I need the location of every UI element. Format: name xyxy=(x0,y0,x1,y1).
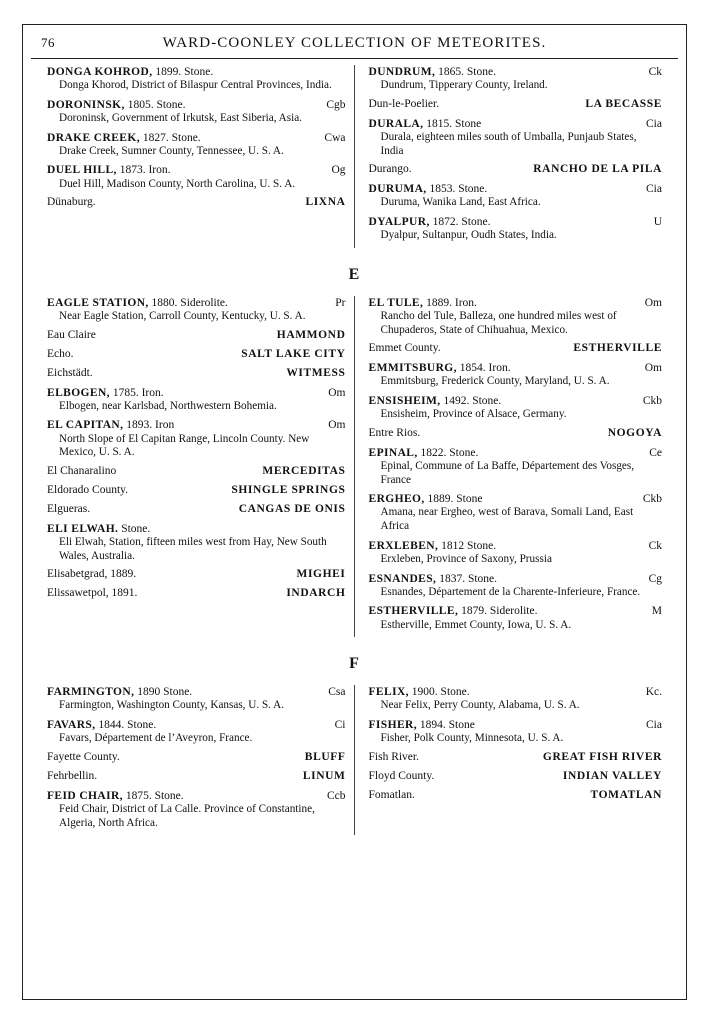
cross-reference-target: INDARCH xyxy=(286,587,346,600)
catalog-entry xyxy=(47,98,346,126)
catalog-entry xyxy=(47,789,346,830)
cross-reference-target: MERCEDITAS xyxy=(262,464,346,477)
entry-head xyxy=(47,386,346,400)
cross-reference-label: Entre Rios. xyxy=(368,426,421,439)
cross-reference-label: El Chanaralino xyxy=(47,464,117,477)
entry-locality: Near Felix, Perry County, Alabama, U. S. A. xyxy=(380,699,580,712)
catalog-entry xyxy=(47,386,346,414)
entry-year-type: 1872. Stone. xyxy=(429,216,491,229)
entry-year-type: 1890 Stone. xyxy=(134,686,193,699)
entry-name: FELIX, xyxy=(368,686,409,699)
entry-name: DURUMA, xyxy=(368,183,427,196)
entry-locality: Erxleben, Province of Saxony, Prussia xyxy=(380,552,552,565)
entry-name: DYALPUR, xyxy=(368,216,430,229)
entry-locality: Donga Khorod, District of Bilaspur Central Provinces, India. xyxy=(59,79,332,92)
entry-class-code: Ckb xyxy=(642,395,662,408)
entry-locality: Drake Creek, Sumner County, Tennessee, U. S. A. xyxy=(59,144,284,157)
entry-name: DONGA KOHROD, xyxy=(47,66,153,78)
cross-reference-target: BLUFF xyxy=(304,750,346,763)
entry-class-code: M xyxy=(651,605,662,618)
catalog-entry xyxy=(47,685,346,713)
entry-locality: Near Eagle Station, Carroll County, Kentucky, U. S. A. xyxy=(59,309,306,322)
entry-head xyxy=(47,163,346,177)
entry-year-type: 1889. Iron. xyxy=(423,296,477,309)
cross-reference-target: ESTHERVILLE xyxy=(573,342,662,355)
entry-year-type: 1875. Stone. xyxy=(122,789,184,802)
entry-locality: Emmitsburg, Frederick County, Maryland, U. S. A. xyxy=(380,375,610,388)
entry-head xyxy=(47,98,346,112)
cross-reference xyxy=(369,163,663,175)
cross-reference xyxy=(47,770,346,782)
cross-reference-label: Elissawetpol, 1891. xyxy=(47,587,138,600)
cross-reference-label: Fish River. xyxy=(368,750,419,763)
catalog-entry xyxy=(369,492,663,533)
left-column xyxy=(39,685,355,835)
entry-head xyxy=(47,789,346,803)
section-letter: E xyxy=(348,265,361,283)
entry-class-code: Kc. xyxy=(645,686,662,699)
entry-name: ESTHERVILLE, xyxy=(368,605,459,618)
entry-name: EL TULE, xyxy=(368,296,424,309)
entry-locality: Estherville, Emmet County, Iowa, U. S. A. xyxy=(380,618,572,631)
entry-name: DUEL HILL, xyxy=(47,164,117,177)
entry-locality: Duel Hill, Madison County, North Carolina, U. S. A. xyxy=(59,177,296,190)
cross-reference-target: NOGOYA xyxy=(607,426,662,439)
section-letter: F xyxy=(349,655,360,673)
entry-name: EMMITSBURG, xyxy=(368,362,457,375)
cross-reference-target: LIXNA xyxy=(305,196,346,209)
entry-head xyxy=(369,572,663,586)
section-spacer xyxy=(31,248,678,256)
entry-class-code: Ckb xyxy=(642,493,662,506)
left-column xyxy=(39,296,355,637)
cross-reference xyxy=(369,789,663,801)
entry-locality: Doroninsk, Government of Irkutsk, East Siberia, Asia. xyxy=(59,111,302,124)
cross-reference-label: Fomatlan. xyxy=(368,788,415,801)
entry-class-code: Cia xyxy=(646,718,662,731)
cross-reference-label: Durango. xyxy=(368,163,412,176)
entry-class-code: Cg xyxy=(648,572,662,585)
entry-year-type: Stone. xyxy=(118,522,151,535)
entry-name: EPINAL, xyxy=(368,446,418,459)
cross-reference-label: Eichstädt. xyxy=(47,366,93,379)
catalog-entry xyxy=(369,572,663,600)
entry-head xyxy=(369,215,663,229)
entry-class-code: Cwa xyxy=(324,131,346,144)
entry-head xyxy=(369,539,663,553)
cross-reference xyxy=(47,367,346,379)
cross-reference xyxy=(47,503,346,515)
entry-class-code: Ce xyxy=(649,446,662,459)
catalog-entry xyxy=(47,65,346,93)
entry-head xyxy=(369,296,663,310)
cross-reference-target: CANGAS DE ONIS xyxy=(238,502,346,515)
cross-reference-target: MIGHEI xyxy=(296,568,346,581)
cross-reference xyxy=(369,770,663,782)
entry-head xyxy=(47,418,346,432)
entry-locality: Favars, Département de l’Aveyron, France. xyxy=(59,732,253,745)
entry-class-code: Cia xyxy=(646,183,662,196)
entry-head xyxy=(47,522,346,536)
page-inner xyxy=(31,31,678,993)
entry-head xyxy=(47,131,346,145)
cross-reference-label: Dun-le-Poelier. xyxy=(368,97,440,110)
right-column xyxy=(355,296,671,637)
cross-reference xyxy=(369,751,663,763)
entry-name: ELBOGEN, xyxy=(47,386,110,399)
entry-head xyxy=(369,685,663,699)
catalog-entry xyxy=(47,296,346,324)
entry-name: FEID CHAIR, xyxy=(47,789,123,802)
page-frame xyxy=(22,24,687,1000)
entry-head xyxy=(369,361,663,375)
cross-reference-target: SALT LAKE CITY xyxy=(241,347,346,360)
catalog-entry xyxy=(369,685,663,713)
catalog-entry xyxy=(369,65,663,93)
entry-name: FISHER, xyxy=(368,718,417,731)
two-column-layout xyxy=(31,290,678,637)
cross-reference-target: GREAT FISH RIVER xyxy=(542,750,662,763)
cross-reference-label: Fayette County. xyxy=(47,750,120,763)
cross-reference-label: Echo. xyxy=(47,347,74,360)
entry-head xyxy=(369,65,663,79)
cross-reference xyxy=(47,196,346,208)
entry-year-type: 1873. Iron. xyxy=(116,164,171,177)
catalog-entry xyxy=(369,446,663,487)
entry-head xyxy=(369,604,663,618)
entry-head xyxy=(369,182,663,196)
entry-head xyxy=(47,685,346,699)
entry-locality: Amana, near Ergheo, west of Barava, Somali Land, East Africa xyxy=(380,506,634,533)
entry-class-code: Om xyxy=(328,386,346,399)
cross-reference-target: LINUM xyxy=(302,769,346,782)
entry-class-code: Om xyxy=(644,362,662,375)
entry-head xyxy=(369,394,663,408)
entry-locality: Dundrum, Tipperary County, Ireland. xyxy=(380,79,548,92)
entry-name: ENSISHEIM, xyxy=(368,395,441,408)
cross-reference-label: Elisabetgrad, 1889. xyxy=(47,568,137,581)
catalog-entry xyxy=(369,394,663,422)
catalog-body xyxy=(31,59,678,835)
cross-reference-label: Emmet County. xyxy=(368,342,441,355)
entry-year-type: 1880. Siderolite. xyxy=(148,296,228,309)
entry-year-type: 1844. Stone. xyxy=(95,718,157,731)
two-column-layout xyxy=(31,59,678,248)
cross-reference-target: WITMESS xyxy=(286,366,346,379)
entry-class-code: Om xyxy=(644,296,662,309)
entry-locality: Farmington, Washington County, Kansas, U. S. A. xyxy=(59,699,285,712)
catalog-entry xyxy=(47,418,346,459)
entry-locality: Eli Elwah, Station, fifteen miles west from Hay, New South Wales, Australia. xyxy=(59,536,327,562)
catalog-entry xyxy=(369,539,663,567)
catalog-entry xyxy=(369,604,663,632)
entry-class-code: Ci xyxy=(334,718,346,731)
entry-head xyxy=(47,296,346,310)
right-column xyxy=(355,685,671,835)
cross-reference-label: Eldorado County. xyxy=(47,483,129,496)
entry-year-type: 1822. Stone. xyxy=(417,446,479,459)
entry-year-type: 1900. Stone. xyxy=(408,686,470,699)
entry-name: ERGHEO, xyxy=(368,493,425,506)
entry-class-code: Csa xyxy=(328,686,346,699)
cross-reference-label: Fehrbellin. xyxy=(47,769,98,782)
entry-class-code: Pr xyxy=(335,296,346,309)
folio-number: 76 xyxy=(41,35,55,50)
cross-reference-target: LA BECASSE xyxy=(585,97,662,110)
cross-reference xyxy=(47,484,346,496)
catalog-entry xyxy=(369,718,663,746)
cross-reference-target: TOMATLAN xyxy=(590,788,662,801)
entry-year-type: 1827. Stone. xyxy=(139,131,201,144)
entry-year-type: 1899. Stone. xyxy=(152,66,214,78)
entry-head xyxy=(369,117,663,131)
cross-reference xyxy=(369,98,663,110)
cross-reference xyxy=(369,342,663,354)
cross-reference xyxy=(47,348,346,360)
entry-name: FAVARS, xyxy=(47,718,96,731)
cross-reference-label: Eau Claire xyxy=(47,328,96,341)
entry-name: DUNDRUM, xyxy=(368,66,436,78)
catalog-entry xyxy=(47,718,346,746)
entry-locality: Esnandes, Département de la Charente-Inferieure, France. xyxy=(380,585,641,598)
entry-locality: Fisher, Polk County, Minnesota, U. S. A. xyxy=(380,732,564,745)
running-title: WARD-COONLEY COLLECTION OF METEORITES. xyxy=(162,35,547,51)
entry-class-code: Om xyxy=(328,419,346,432)
entry-head xyxy=(47,718,346,732)
entry-name: ERXLEBEN, xyxy=(368,539,439,552)
catalog-entry xyxy=(369,361,663,389)
entry-year-type: 1893. Iron xyxy=(123,419,175,432)
entry-locality: Epinal, Commune of La Baffe, Département des Vosges, France xyxy=(380,460,635,486)
catalog-entry xyxy=(369,182,663,210)
entry-name: DURALA, xyxy=(368,117,424,130)
entry-year-type: 1879. Siderolite. xyxy=(458,605,538,618)
cross-reference xyxy=(47,465,346,477)
cross-reference xyxy=(47,751,346,763)
entry-year-type: 1889. Stone xyxy=(424,493,483,506)
entry-year-type: 1815. Stone xyxy=(423,117,482,130)
entry-year-type: 1853. Stone. xyxy=(426,183,488,196)
entry-name: ELI ELWAH. xyxy=(47,522,119,535)
entry-year-type: 1854. Iron. xyxy=(456,362,511,375)
entry-class-code: Cgb xyxy=(326,98,346,111)
entry-head xyxy=(369,492,663,506)
cross-reference xyxy=(47,587,346,599)
entry-head xyxy=(47,65,346,79)
entry-locality: Rancho del Tule, Balleza, one hundred miles west of Chupaderos, State of Chihuahua, Mexico. xyxy=(380,309,617,336)
cross-reference-label: Dünaburg. xyxy=(47,196,96,209)
catalog-entry xyxy=(369,117,663,158)
entry-name: DORONINSK, xyxy=(47,98,125,111)
entry-name: ESNANDES, xyxy=(368,572,437,585)
entry-year-type: 1894. Stone xyxy=(417,718,475,731)
section-spacer xyxy=(31,637,678,645)
two-column-layout xyxy=(31,679,678,835)
entry-year-type: 1492. Stone. xyxy=(440,395,502,408)
entry-name: EAGLE STATION, xyxy=(47,296,149,309)
entry-locality: Elbogen, near Karlsbad, Northwestern Bohemia. xyxy=(59,399,277,412)
entry-locality: Feid Chair, District of La Calle. Province of Constantine, Algeria, North Africa. xyxy=(59,802,315,829)
catalog-entry xyxy=(47,163,346,191)
entry-year-type: 1837. Stone. xyxy=(436,572,498,585)
entry-name: FARMINGTON, xyxy=(47,686,135,699)
entry-name: EL CAPITAN, xyxy=(47,419,124,432)
entry-year-type: 1812 Stone. xyxy=(438,539,497,552)
entry-locality: Ensisheim, Province of Alsace, Germany. xyxy=(380,408,567,421)
entry-locality: Dyalpur, Sultanpur, Oudh States, India. xyxy=(380,229,557,242)
catalog-entry xyxy=(369,296,663,337)
page-header xyxy=(31,31,678,59)
cross-reference-label: Floyd County. xyxy=(368,769,435,782)
catalog-entry xyxy=(47,522,346,563)
entry-head xyxy=(369,718,663,732)
entry-locality: Duruma, Wanika Land, East Africa. xyxy=(380,196,541,209)
cross-reference-target: SHINGLE SPRINGS xyxy=(231,483,346,496)
cross-reference-target: INDIAN VALLEY xyxy=(562,769,662,782)
cross-reference-label: Elgueras. xyxy=(47,502,91,515)
entry-locality: Durala, eighteen miles south of Umballa, Punjaub States, India xyxy=(380,130,637,157)
entry-class-code: Cia xyxy=(646,117,662,130)
entry-class-code: Ck xyxy=(648,66,662,78)
entry-class-code: Og xyxy=(331,164,346,177)
cross-reference xyxy=(369,427,663,439)
left-column xyxy=(39,65,355,248)
right-column xyxy=(355,65,671,248)
entry-locality: North Slope of El Capitan Range, Lincoln County. New Mexico, U. S. A. xyxy=(59,432,310,459)
entry-class-code: Ck xyxy=(648,539,662,552)
entry-head xyxy=(369,446,663,460)
cross-reference-target: RANCHO DE LA PILA xyxy=(533,163,662,176)
entry-year-type: 1865. Stone. xyxy=(435,66,496,78)
cross-reference xyxy=(47,568,346,580)
catalog-entry xyxy=(369,215,663,243)
entry-name: DRAKE CREEK, xyxy=(47,131,140,144)
cross-reference-target: HAMMOND xyxy=(276,328,346,341)
cross-reference xyxy=(47,329,346,341)
entry-year-type: 1785. Iron. xyxy=(109,386,164,399)
entry-class-code: Ccb xyxy=(326,789,346,802)
entry-class-code: U xyxy=(653,216,662,229)
catalog-entry xyxy=(47,131,346,159)
entry-year-type: 1805. Stone. xyxy=(124,98,186,111)
